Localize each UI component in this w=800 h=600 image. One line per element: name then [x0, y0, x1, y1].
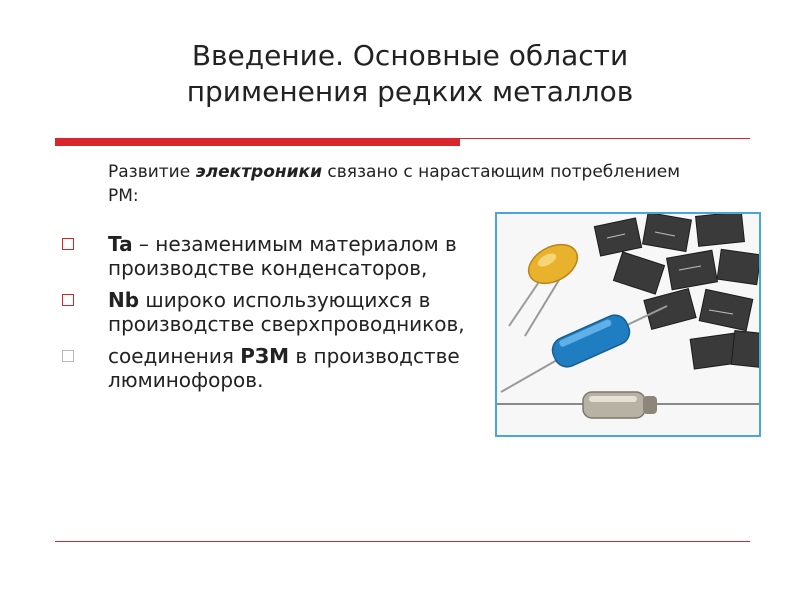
square-bullet-icon [62, 350, 74, 362]
title-rule-thick [55, 138, 460, 146]
capacitors-illustration [497, 214, 759, 435]
intro-text [108, 160, 708, 208]
bullet-element-nb: Nb [108, 288, 140, 312]
square-bullet-icon [62, 238, 74, 250]
bullet-list [62, 232, 492, 400]
intro-suffix: связано с нарастающим потреблением РМ: [108, 162, 681, 206]
bullet-element-rzm: РЗМ [240, 344, 289, 368]
bullet-text-rzm: в производстве люминофоров. [108, 344, 460, 392]
intro-emphasis: электроники [195, 162, 322, 182]
bullet-text-ta: – незаменимым материалом в производстве конденсаторов, [108, 232, 457, 280]
title-line-2: применения редких металлов [186, 75, 634, 108]
bullet-element-ta: Ta [108, 232, 133, 256]
bullet-pre-rzm: соединения [108, 344, 241, 368]
bullet-item-rzm [62, 344, 492, 392]
bullet-item-ta [62, 232, 492, 280]
title-line-1: Введение. Основные области [191, 39, 629, 72]
slide-title [60, 38, 760, 110]
intro-prefix: Развитие [108, 162, 196, 182]
title-rule-thin [460, 138, 750, 139]
bullet-item-nb [62, 288, 492, 336]
square-bullet-icon [62, 294, 74, 306]
bullet-text-nb: широко использующихся в производстве сверхпроводников, [108, 288, 465, 336]
smd-chips [594, 214, 759, 369]
bottom-rule [55, 541, 750, 542]
capacitors-photo [495, 212, 761, 437]
